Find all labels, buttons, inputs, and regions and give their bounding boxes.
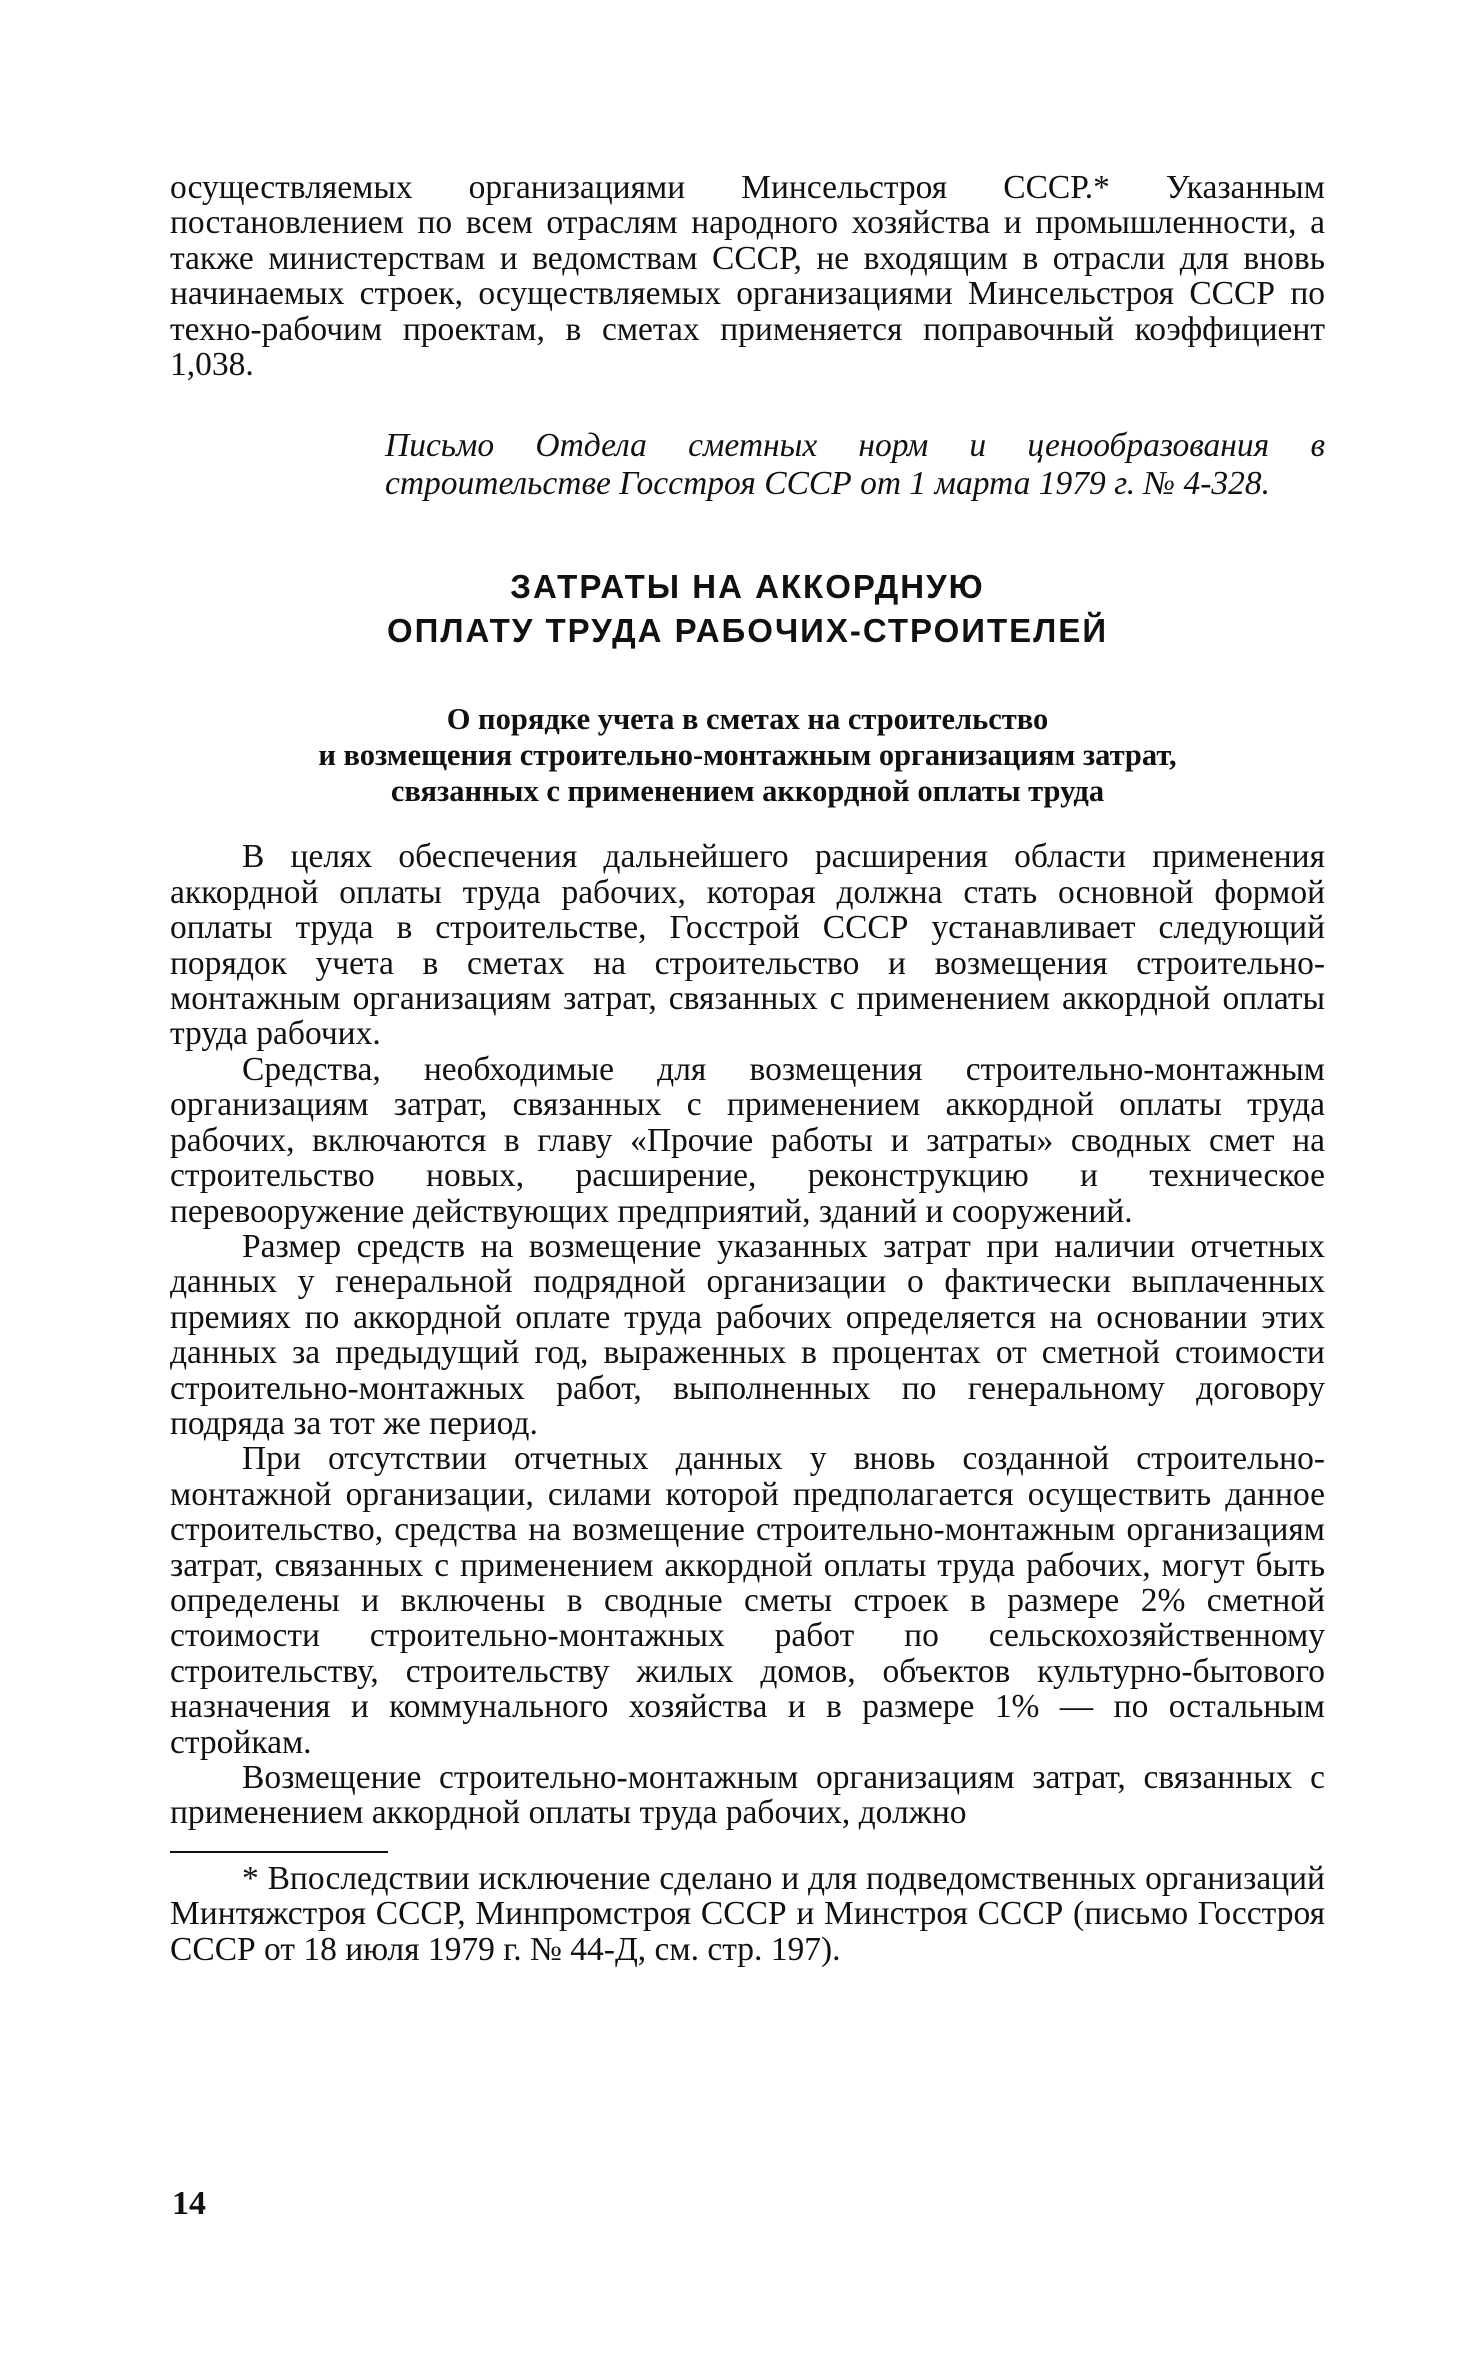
- subtitle-line-2: и возмещения строительно-монтажным организациям затрат,: [318, 738, 1177, 773]
- paragraph: При отсутствии отчетных данных у вновь созданной строительно-монтажной организации, силами которой предполагается осуществить данное строительство, средства на возмещение строительно-монтажным организациям затрат, связанных с применением аккордной оплаты труда рабочих, могут быть определены и включены в сводные сметы строек в размере 2% сметной стоимости строительно-монтажных работ по сельскохозяйственному строительству, строительству жилых домов, объектов культурно-бытового назначения и коммунального хозяйства и в размере 1% — по остальным стройкам.: [170, 1440, 1325, 1761]
- paragraph: Средства, необходимые для возмещения строительно-монтажным организациям затрат, связанных с применением аккордной оплаты труда рабочих, включаются в главу «Прочие работы и затраты» сводных смет на строительство новых, расширение, реконструкцию и техническое перевооружение действующих предприятий, зданий и сооружений.: [170, 1050, 1325, 1230]
- intro-paragraph: осуществляемых организациями Минсельстроя СССР.* Указанным постановлением по всем отраслям народного хозяйства и промышленности, а также министерствам и ведомствам СССР, не входящим в отрасли для вновь начинаемых строек, осуществляемых организациями Минсельстроя СССР по техно-рабочим проектам, в сметах применяется поправочный коэффициент 1,038.: [170, 169, 1325, 384]
- document-page: [170, 170, 1325, 2001]
- subtitle-line-3: связанных с применением аккордной оплаты труда: [390, 774, 1105, 809]
- paragraph: Возмещение строительно-монтажным организациям затрат, связанных с применением аккордной оплаты труда рабочих, должно: [170, 1759, 1325, 1832]
- section-title-line-2: ОПЛАТУ ТРУДА РАБОЧИХ-СТРОИТЕЛЕЙ: [386, 612, 1109, 650]
- citation: Письмо Отдела сметных норм и ценообразования в строительстве Госстроя СССР от 1 марта 1979 г. № 4-328.: [385, 427, 1325, 503]
- section-title: [170, 565, 1325, 653]
- footnote-divider: [170, 1851, 388, 1853]
- main-body: [170, 839, 1325, 1830]
- paragraph: Размер средств на возмещение указанных затрат при наличии отчетных данных у генеральной подрядной организации о фактически выплаченных премиях по аккордной оплате труда рабочих определяется на основании этих данных за предыдущий год, выраженных в процентах от сметной стоимости строительно-монтажных работ, выполненных по генеральному договору подряда за тот же период.: [170, 1227, 1325, 1442]
- section-title-line-1: ЗАТРАТЫ НА АККОРДНУЮ: [510, 568, 985, 606]
- page-number: 14: [172, 2185, 206, 2222]
- subtitle: [170, 701, 1325, 809]
- footnote: * Впоследствии исключение сделано и для подведомственных организаций Минтяжстроя СССР, Минпромстроя СССР и Минстроя СССР (письмо Госстроя СССР от 18 июля 1979 г. № 44-Д, см. стр. 197).: [170, 1859, 1325, 1968]
- paragraph: В целях обеспечения дальнейшего расширения области применения аккордной оплаты труда рабочих, которая должна стать основной формой оплаты труда в строительстве, Госстрой СССР устанавливает следующий порядок учета в сметах на строительство и возмещения строительно-монтажным организациям затрат, связанных с применением аккордной оплаты труда рабочих.: [170, 838, 1325, 1053]
- subtitle-line-1: О порядке учета в сметах на строительство: [446, 702, 1049, 737]
